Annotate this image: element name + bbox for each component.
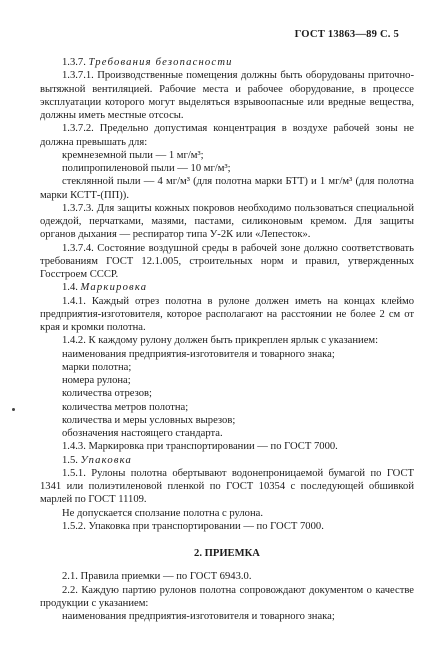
paragraph: Не допускается сползание полотна с рулона. [62, 507, 263, 519]
list-item: наименования предприятия-изготовителя и товарного знака; [62, 611, 335, 622]
paragraph: 1.3.7.1. Производственные помещения должны быть оборудованы приточно-вытяжной вентиляцией. Рабочие места и рабочее оборудование, в процессе эксплуатации которого могут выделяться взрывоопасные или вредные вещества, должны иметь местные отсосы. [40, 70, 414, 121]
list-item: стеклянной пыли — 4 мг/м³ (для полотна марки БТТ) и 1 мг/м³ (для полотна марки КСТТ-(ПП)). [40, 176, 414, 201]
list-item: полипропиленовой пыли — 10 мг/м³; [62, 163, 231, 174]
document-body [40, 56, 414, 623]
paragraph: 1.5.2. Упаковка при транспортировании — по ГОСТ 7000. [62, 520, 324, 532]
paragraph: 1.5.1. Рулоны полотна обертывают водонепроницаемой бумагой по ГОСТ 1341 или полиэтиленовой пленкой по ГОСТ 10354 с последующей обшивкой марлей по ГОСТ 11109. [40, 467, 414, 506]
list-item: марки полотна; [62, 361, 132, 373]
paragraph: 1.4.1. Каждый отрез полотна в рулоне должен иметь на концах клеймо предприятия-изготовителя, которое располагают на расстоянии не более 2 см от края и кромки полотна. [40, 295, 414, 333]
heading-packing-label: Упаковка [80, 454, 133, 466]
list-item: количества и меры условных вырезов; [62, 414, 236, 426]
list-item: количества отрезов; [62, 388, 152, 400]
paragraph: 1.3.7.3. Для защиты кожных покровов необходимо пользоваться специальной одеждой, перчатками, мазями, пастами, силиконовым кремом. Для защиты органов дыхания — респиратор типа У-2К или «Лепесток». [40, 202, 414, 241]
list-item: кремнеземной пыли — 1 мг/м³; [62, 149, 204, 161]
paragraph: 1.4.3. Маркировка при транспортировании — по ГОСТ 7000. [62, 441, 338, 453]
heading-safety: 1.3.7. Требования безопасности [62, 57, 233, 68]
paragraph: 1.3.7.2. Предельно допустимая концентрация в воздухе рабочей зоны не должна превышать для: [40, 123, 414, 148]
heading-packing: 1.5. Упаковка [62, 454, 133, 466]
margin-dot [12, 408, 15, 411]
paragraph: 1.3.7.4. Состояние воздушной среды в рабочей зоне должно соответствовать требованиям ГОСТ 12.1.005, строительных норм и правил, утвержденных Госстроем СССР. [40, 242, 414, 280]
section-title: 2. ПРИЕМКА [194, 548, 260, 559]
paragraph: 2.2. Каждую партию рулонов полотна сопровождают документом о качестве продукции с указанием: [40, 584, 414, 609]
list-item: наименования предприятия-изготовителя и товарного знака; [62, 348, 335, 360]
paragraph: 1.4.2. К каждому рулону должен быть прикреплен ярлык с указанием: [62, 335, 379, 347]
heading-marking-label: Маркировка [80, 282, 148, 294]
page-header: ГОСТ 13863—89 С. 5 [294, 29, 399, 40]
list-item: номера рулона; [62, 375, 131, 386]
heading-marking: 1.4. Маркировка [62, 282, 148, 294]
heading-safety-label: Требования безопасности [88, 57, 233, 68]
paragraph: 2.1. Правила приемки — по ГОСТ 6943.0. [62, 571, 252, 583]
list-item: количества метров полотна; [62, 401, 189, 413]
list-item: обозначения настоящего стандарта. [62, 428, 223, 439]
